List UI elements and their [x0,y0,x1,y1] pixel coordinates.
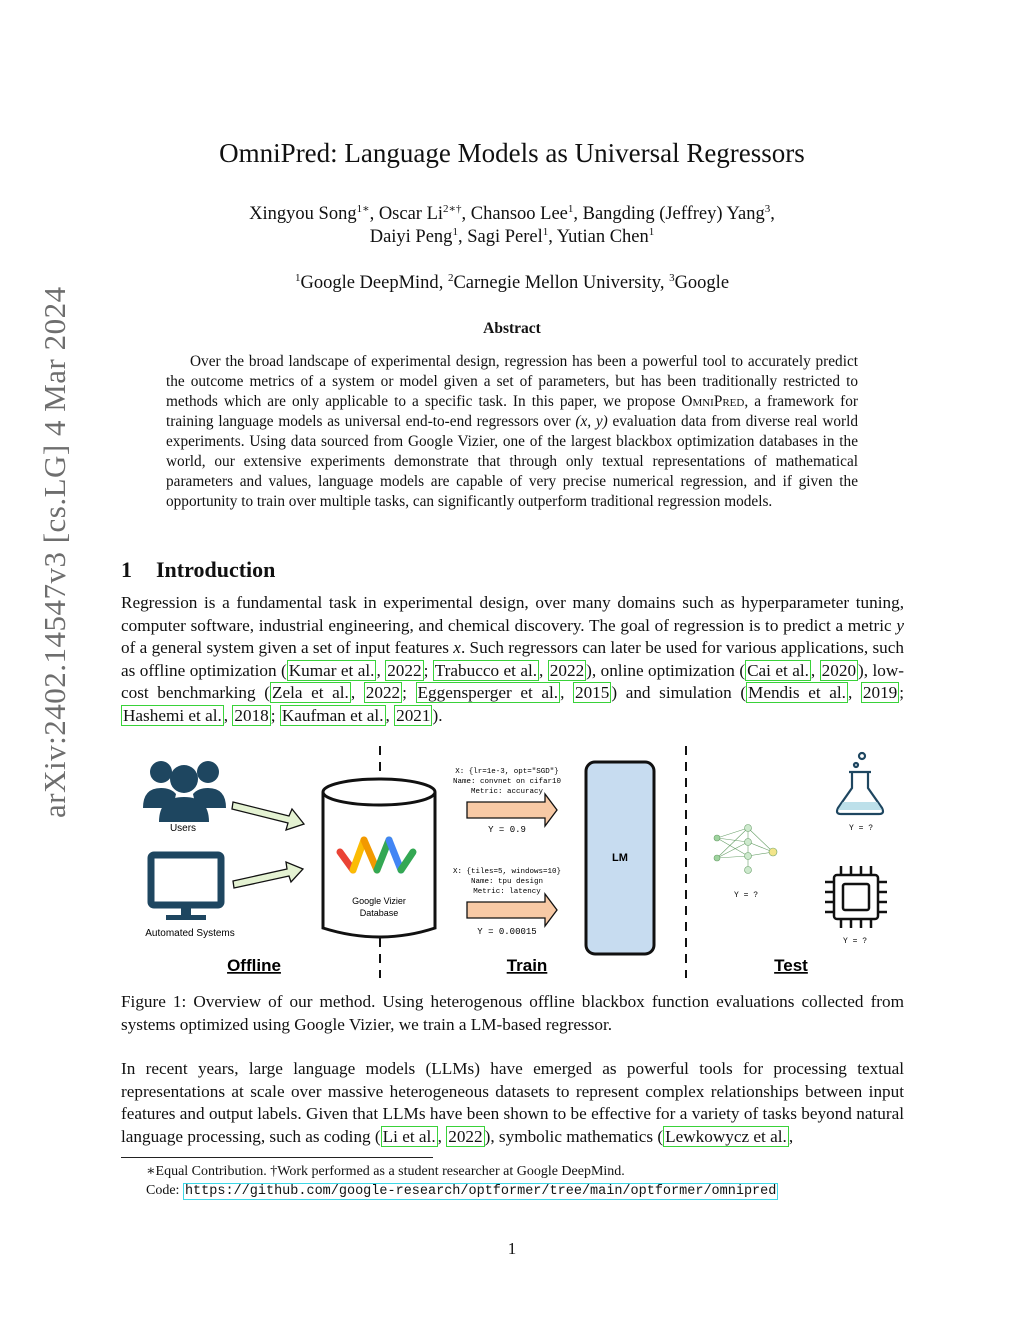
citation-link[interactable]: 2022 [387,660,422,680]
citation-link[interactable]: Trabucco et al. [434,660,538,680]
example2-name: Name: tpu design [470,878,544,886]
label-train: Train [506,956,548,975]
abstract-text: evaluation data from diverse real world experiments. Using data sourced from Google Vizier, one of the largest blackbox optimization databases in the world, our extensive experiments demonstrate that through only textual representations of mathematical parameters and values, language models are capable of very precise numerical regression, and if given the opportunity to train over multiple tasks, can significantly outperform traditional regression models. [166,413,859,510]
text: , [810,660,820,680]
chip-icon [825,866,887,928]
label-offline: Offline [227,956,281,975]
abstract-heading: Abstract [483,320,541,337]
code-url-link[interactable]: https://github.com/google-research/optformer/tree/main/optformer/omnipred [184,1184,777,1199]
db-label-line2: Database [359,908,399,918]
author-sup: 1 [648,225,655,238]
paper-title: OmniPred: Language Models as Universal Regressors [219,138,805,168]
text: ), symbolic mathematics ( [484,1126,664,1146]
text: . Such regressors can later be used for various applications, such as offline optimization ( [121,638,904,680]
author-sup: 3 [764,202,771,215]
train-arrow-2 [467,894,557,926]
text: Regression is a fundamental task in experimental design, over many domains such as hyperparameter tuning, computer software, industrial engineering, and chemical discovery. The goal of regression is to predict a metric [121,593,904,635]
flask-icon [837,753,883,814]
citation-link[interactable]: Lewkowycz et al. [665,1126,787,1146]
text: , [376,660,386,680]
text: ; [270,705,280,725]
text: , [437,1126,447,1146]
example1-name: Name: convnet on cifar10 [452,778,562,786]
abstract-text: Over the broad landscape of experimental design, regression has been a powerful tool to accurately predict the outcome metrics of a system or model given a set of parameters, but has been traditionally restricted to methods which are only applicable to a specific task. In this paper, we propose [166,353,858,410]
test-y-network: Y = ? [733,891,759,900]
author-name: Daiyi Peng [369,227,453,247]
lm-label: LM [612,852,628,864]
section-number: 1 [121,557,132,582]
section-title: Introduction [156,557,276,582]
citation-link[interactable]: 2019 [862,683,898,703]
example2-y: Y = 0.00015 [477,927,537,937]
example2-metric: Metric: latency [473,888,541,896]
citation-link[interactable]: Cai et al. [747,660,809,680]
author-name: Sagi Perel [467,227,543,247]
code-label: Code: [146,1183,183,1198]
users-label: Users [169,823,197,834]
affil-name: Carnegie Mellon University [453,273,660,293]
author-sup: 1 [567,202,574,215]
citation-link[interactable]: 2022 [365,683,401,703]
example1-x: X: {lr=1e-3, opt="SGD"} [455,768,559,776]
arrow-systems-to-db [233,862,303,888]
author-name: Yutian Chen [556,227,649,247]
citation-link[interactable]: Kumar et al. [288,660,375,680]
text: ). [432,705,443,725]
affil-sup: 1 [294,271,301,284]
citation-link[interactable]: 2022 [448,1126,483,1146]
test-y-flask: Y = ? [848,824,874,833]
text: ), online optimization ( [586,660,746,680]
citation-link[interactable]: 2018 [234,705,269,725]
text: , [385,705,395,725]
arxiv-side-label: arXiv:2402.14547v3 [cs.LG] 4 Mar 2024 [37,286,72,818]
author-name: Oscar Li [378,204,444,224]
math-var: x [453,638,461,658]
text: ), low-cost benchmarking ( [121,660,904,703]
citation-link[interactable]: 2015 [574,683,610,703]
affil-name: Google [674,273,730,293]
affil-name: Google DeepMind [300,273,439,293]
intro-paragraph-2 [121,1058,904,1148]
text: ; [899,683,905,703]
computer-icon [151,855,221,920]
text: ) and simulation ( [611,683,747,703]
author-name: Xingyou Song [249,204,357,224]
citation-link[interactable]: Zela et al. [271,683,349,703]
citation-link[interactable]: Mendis et al. [748,683,846,703]
citation-link[interactable]: 2021 [396,705,431,725]
example1-y: Y = 0.9 [488,825,526,835]
affil-sup: 2 [447,271,454,284]
train-arrow-1 [467,794,557,826]
text: , [847,683,861,703]
citation-link[interactable]: Hashemi et al. [123,705,222,725]
affiliations: $^1$Google DeepMind, $^2$Carnegie Mellon University, $^3$Google [294,271,730,293]
omnipred-name: OmniPred [681,393,745,410]
text: , [539,660,548,680]
test-y-chip: Y = ? [842,937,868,946]
text: ; [423,660,433,680]
figure-svg [121,742,904,982]
figure-caption: Figure 1: Overview of our method. Using heterogenous offline blackbox function evaluations collected from systems optimized using Google Vizier, we train a LM-based regressor. [121,992,904,1034]
example1-metric: Metric: accuracy [470,788,544,796]
text: of a general system given a set of input features [121,638,454,658]
footnotes [146,1162,778,1201]
author-name: Chansoo Lee [470,204,568,224]
citation-link[interactable]: 2022 [549,660,585,680]
users-icon [143,761,226,822]
neural-network-icon [714,825,777,874]
db-label-line1: Google Vizier [352,896,406,906]
author-name: Bangding (Jeffrey) Yang [582,204,765,224]
footnote-equal-contribution: ∗Equal Contribution. †Work performed as a student researcher at Google DeepMind. [146,1164,625,1179]
math-var: y [896,615,904,635]
author-sup: 1 [542,225,549,238]
abstract-body [166,352,858,512]
text: ; [402,683,416,703]
text: In recent years, large language models (LLMs) have emerged as powerful tools for processing textual representations at scale over massive heterogeneous datasets to represent complex relationships between input features and output labels. Given that LLMs have been shown to be effective for a variety of tasks beyond natural language processing, such as coding ( [121,1059,904,1146]
author-list: Xingyou Song$^{1∗}$, Oscar $Li^{2∗\dagger}$, Chansoo Lee$^1$, Bangding (Jeffrey) Yang$^3$, Daiyi Peng$^1$, Sagi Perel$^1$, Yutian Chen$^1$ [249,202,775,247]
citation-link[interactable]: Kaufman et al. [281,705,384,725]
abstract-text: , a framework for training language models as universal end-to-end regressors over [166,393,858,430]
text: , [788,1126,794,1146]
footnote-rule [121,1157,433,1158]
text: , [560,683,573,703]
example2-x: X: {tiles=5, windows=10} [452,868,562,876]
citation-link[interactable]: Li et al. [382,1126,436,1146]
systems-label: Automated Systems [145,928,235,939]
affil-sup: 3 [669,271,675,284]
citation-link[interactable]: Eggensperger et al. [417,683,559,703]
author-sup: 2∗† [443,202,462,215]
section-heading [121,557,275,583]
math-xy: (x, y) [575,413,608,430]
author-sup: 1∗ [356,202,370,215]
figure-1-overview [121,742,904,982]
citation-link[interactable]: 2020 [821,660,857,680]
page-number: 1 [507,1239,517,1258]
arrow-users-to-db [232,802,304,830]
text: , [350,683,364,703]
author-sup: 1 [452,225,458,238]
label-test: Test [774,956,808,975]
text: , [223,705,233,725]
intro-paragraph [121,592,904,728]
